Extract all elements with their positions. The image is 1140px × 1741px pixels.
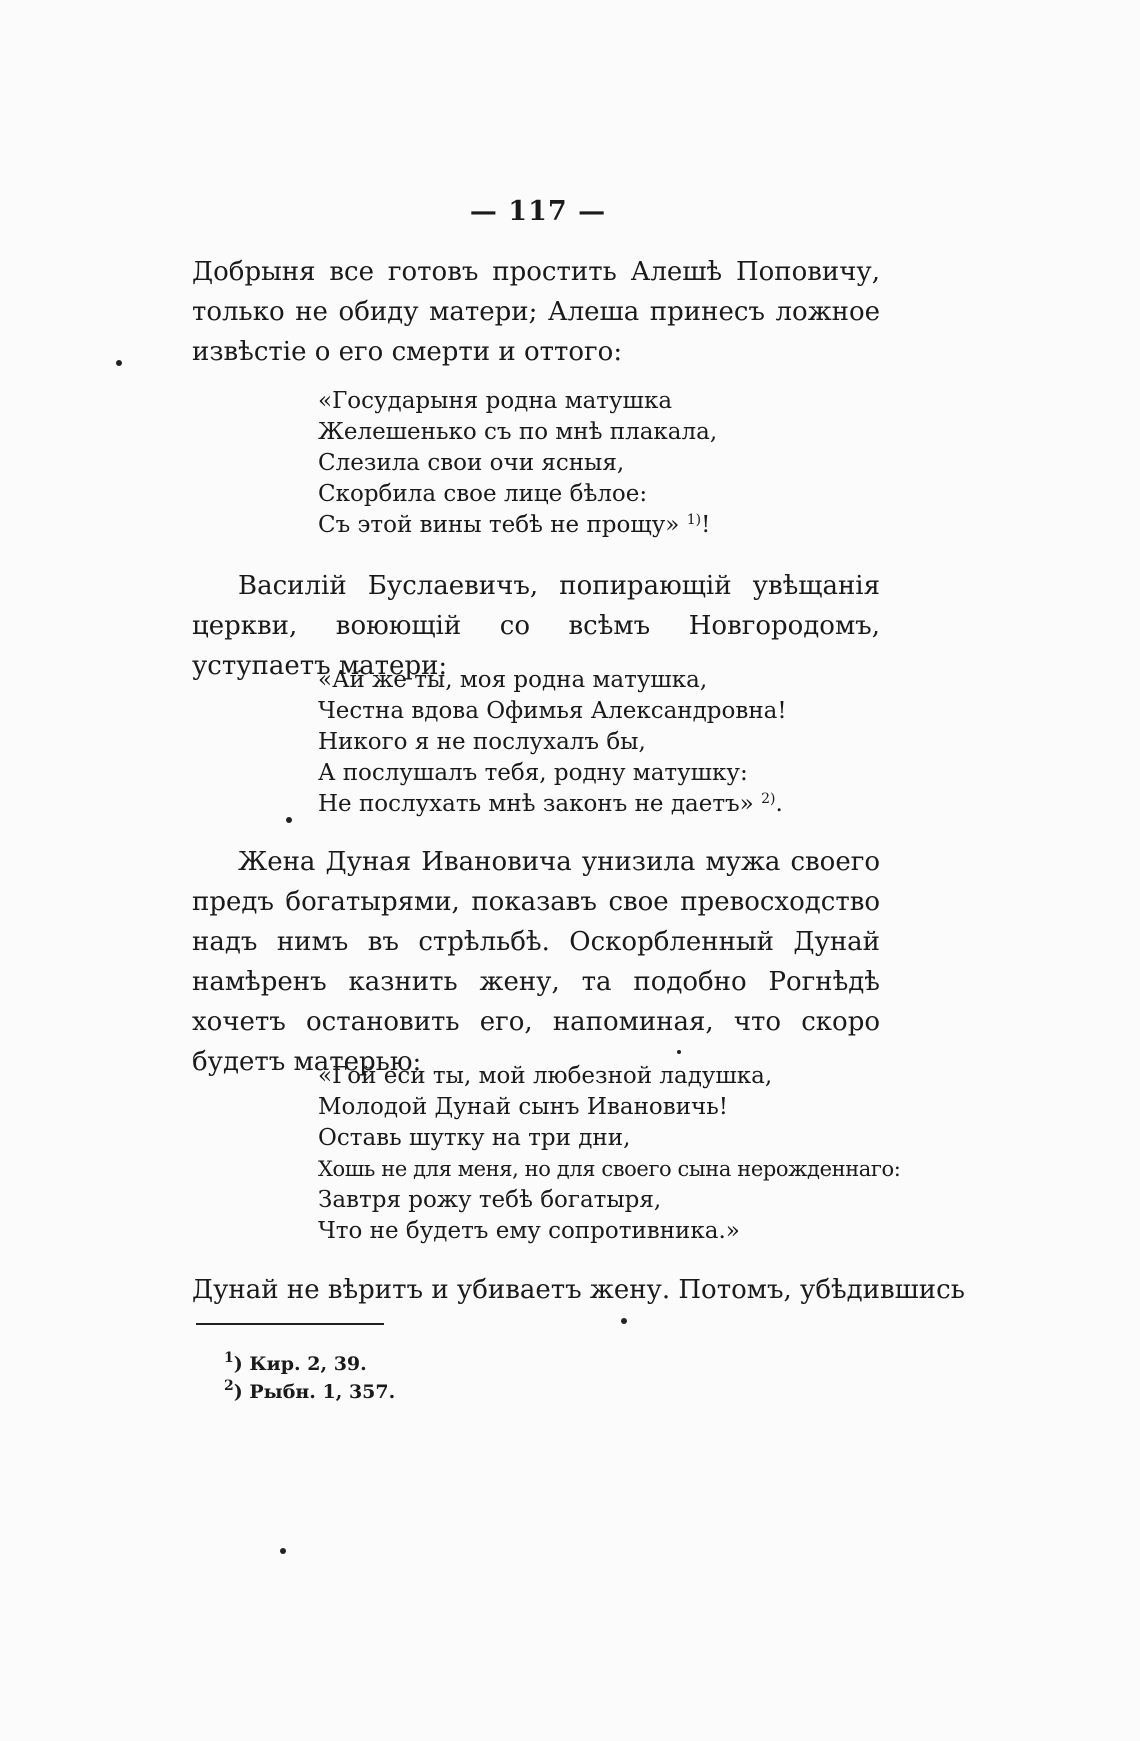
footnote-divider (196, 1323, 384, 1325)
footnote-text: ) Кир. 2, 39. (233, 1353, 367, 1375)
paragraph-4 (192, 1270, 965, 1310)
verse-tail: ! (701, 512, 711, 538)
scan-speck (677, 1050, 681, 1054)
verse-line: Честна вдова Офимья Александровна! (318, 698, 787, 724)
footnote-mark: 1 (224, 1350, 234, 1366)
verse-line-last (318, 510, 938, 541)
verse-block-2 (318, 665, 938, 820)
paragraph-text: Добрыня все готовъ простить Алешѣ Поповичу, только не обиду матери; Алеша принесъ ложное извѣстіе о его смерти и оттого: (192, 257, 880, 367)
scan-speck (116, 360, 122, 366)
footnotes (224, 1350, 395, 1406)
verse-line: «Ай же ты, моя родна матушка, (318, 667, 708, 693)
paragraph-3 (192, 842, 880, 1082)
verse-line: Хошь не для меня, но для своего сына нерожденнаго: (318, 1157, 901, 1181)
footnote-1 (224, 1350, 395, 1378)
scan-speck (286, 817, 292, 823)
verse-block-1 (318, 386, 938, 541)
paragraph-text: Василій Буслаевичъ, попирающій увѣщанія церкви, воюющій со всѣмъ Новгородомъ, уступаетъ матери: (192, 571, 880, 681)
paragraph-text: Дунай не вѣритъ и убиваетъ жену. Потомъ, убѣдившись (192, 1275, 965, 1305)
verse-line: Скорбила свое лице бѣлое: (318, 481, 648, 507)
verse-tail: . (775, 791, 783, 817)
footnote-ref: 2) (761, 791, 776, 807)
page-number: — 117 — (469, 196, 607, 227)
verse-line: Никого я не послухалъ бы, (318, 729, 646, 755)
paragraph-text: Жена Дуная Ивановича унизила мужа своего предъ богатырями, показавъ свое превосходство надъ нимъ въ стрѣльбѣ. Оскорбленный Дунай намѣренъ казнить жену, та подобно Рогнѣдѣ хочетъ остановить его, напоминая, что скоро будетъ матерью: (192, 847, 880, 1077)
verse-line: «Государыня родна матушка (318, 388, 673, 414)
verse-line-last (318, 789, 938, 820)
verse-line: «Гой еси ты, мой любезной ладушка, (318, 1063, 773, 1089)
scan-speck (621, 1318, 627, 1324)
verse-line: А послушалъ тебя, родну матушку: (318, 760, 748, 786)
verse-line: Завтря рожу тебѣ богатыря, (318, 1187, 662, 1213)
verse-line: Не послухать мнѣ законъ не даетъ» (318, 791, 754, 817)
verse-line: Съ этой вины тебѣ не прощу» (318, 512, 680, 538)
verse-block-3 (318, 1061, 938, 1247)
verse-line: Слезила свои очи ясныя, (318, 450, 625, 476)
footnote-ref: 1) (686, 512, 702, 528)
footnote-text: ) Рыбн. 1, 357. (233, 1381, 396, 1403)
footnote-2 (224, 1378, 395, 1406)
verse-line: Молодой Дунай сынъ Ивановичь! (318, 1094, 729, 1120)
verse-line: Желешенько съ по мнѣ плакала, (318, 419, 718, 445)
paragraph-1 (192, 252, 880, 372)
footnote-mark: 2 (224, 1378, 234, 1394)
verse-line: Оставь шутку на три дни, (318, 1125, 631, 1151)
verse-line: Что не будетъ ему сопротивника.» (318, 1218, 740, 1244)
scan-speck (280, 1548, 286, 1554)
